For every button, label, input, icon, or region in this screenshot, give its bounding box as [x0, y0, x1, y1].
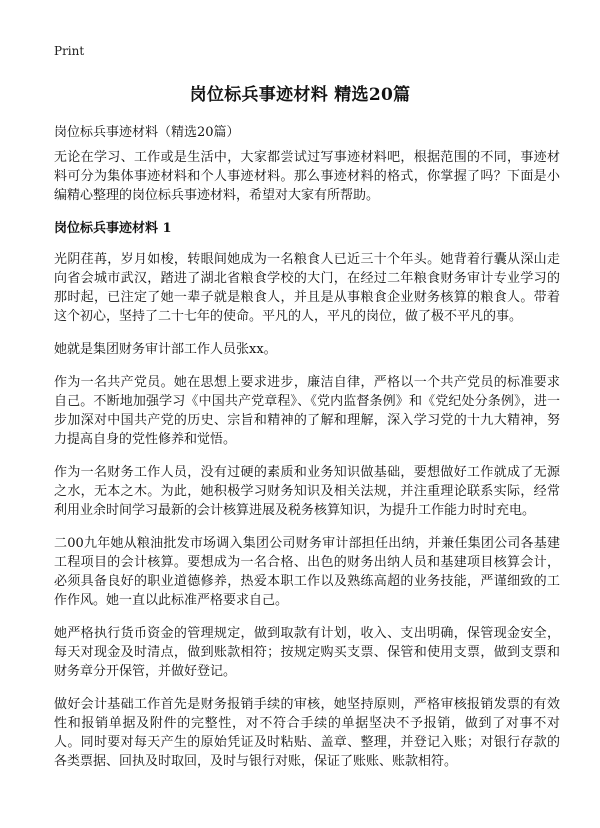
page-subtitle: 岗位标兵事迹材料（精选20篇）: [54, 125, 240, 140]
print-label[interactable]: Print: [54, 44, 85, 58]
body-paragraph: 她就是集团财务审计部工作人员张xx。: [54, 342, 277, 357]
document-body: [54, 148, 560, 785]
body-paragraph: 光阴荏苒，岁月如梭，转眼间她成为一名粮食人已近三十个年头。她背着行囊从深山走向省会城市武汉，踏进了湖北省粮食学校的大门，在经过二年粮食财务审计专业学习的那时起，已注定了她一辈子就是粮食人，并且是从事粮食企业财务核算的粮食人。带着这个初心，坚持了二十七年的使命。平凡的人，平凡的岗位，做了极不平凡的事。: [54, 252, 560, 324]
body-paragraph: 做好会计基础工作首先是财务报销手续的审核，她坚持原则，严格审核报销发票的有效性和报销单据及附件的完整性，对不符合手续的单据坚决不予报销，做到了对事不对人。同时要对每天产生的原始凭证及时粘贴、盖章、整理，并登记入账；对银行存款的各类票据、回执及时取回，及时与银行对账，保证了账账、账款相符。: [54, 697, 560, 769]
body-paragraph: 二00九年她从粮油批发市场调入集团公司财务审计部担任出纳，并兼任集团公司各基建工程项目的会计核算。要想成为一名合格、出色的财务出纳人员和基建项目核算会计，必须具备良好的职业道德修养，热爱本职工作以及熟练高超的业务技能，严谨细致的工作作风。她一直以此标准严格要求自己。: [54, 536, 560, 608]
page-title: 岗位标兵事迹材料 精选20篇: [189, 85, 411, 105]
body-paragraph: 作为一名共产党员。她在思想上要求进步，廉洁自律，严格以一个共产党员的标准要求自己。不断地加强学习《中国共产党章程》、《党内监督条例》和《党纪处分条例》，进一步加深对中国共产党的历史、宗旨和精神的了解和理解，深入学习党的十九大精神，努力提高自身的党性修养和觉悟。: [54, 375, 560, 447]
body-paragraph: 她严格执行货币资金的管理规定，做到取款有计划，收入、支出明确，保管现金安全，每天对现金及时清点，做到账款相符；按规定购买支票、保管和使用支票，做到支票和财务章分开保管，并做好登记。: [54, 626, 560, 679]
section-heading: 岗位标兵事迹材料 1: [54, 221, 172, 236]
body-paragraph: 作为一名财务工作人员，没有过硬的素质和业务知识做基础，要想做好工作就成了无源之水，无本之木。为此，她积极学习财务知识及相关法规，并注重理论联系实际，经常利用业余时间学习最新的会计核算进展及税务核算知识，为提升工作能力时时充电。: [54, 465, 560, 518]
intro-paragraph: 无论在学习、工作或是生活中，大家都尝试过写事迹材料吧，根据范围的不同，事迹材料可分为集体事迹材料和个人事迹材料。那么事迹材料的格式，你掌握了吗？下面是小编精心整理的岗位标兵事迹材料，希望对大家有所帮助。: [54, 150, 560, 203]
